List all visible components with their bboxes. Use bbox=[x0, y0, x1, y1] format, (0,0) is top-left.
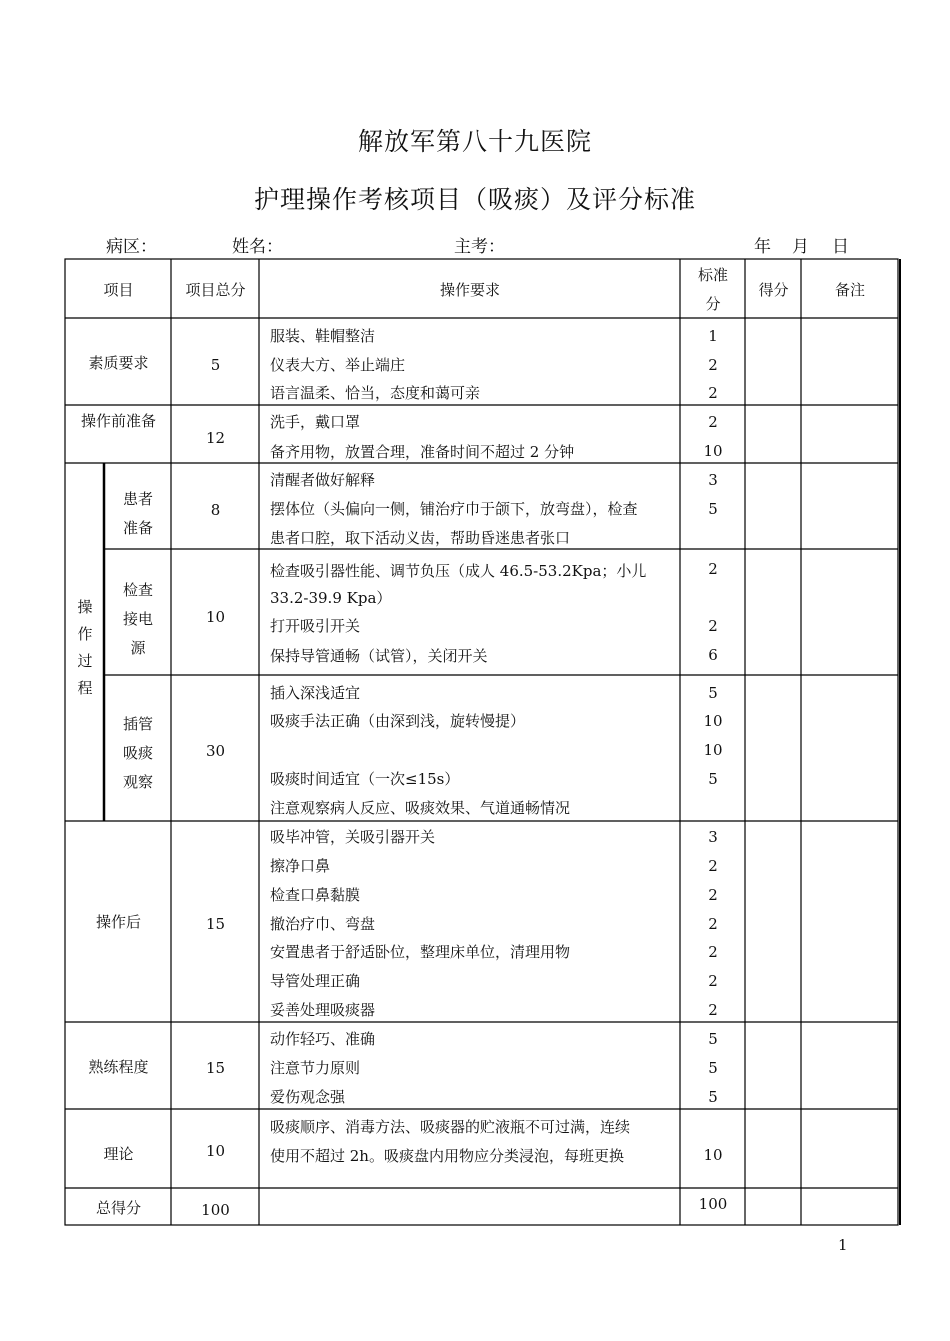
standard-score: 3 bbox=[708, 471, 718, 489]
day-label: 日 bbox=[832, 237, 849, 257]
standard-score: 5 bbox=[708, 500, 718, 518]
section-check-name: 检查 接电 源 bbox=[122, 581, 153, 657]
standard-score: 5 bbox=[708, 1059, 718, 1077]
col-header-standard-2: 分 bbox=[705, 295, 721, 313]
requirement-line: 摆体位（头偏向一侧，铺治疗巾于颌下，放弯盘），检查 bbox=[270, 500, 638, 518]
requirement-line: 洗手，戴口罩 bbox=[270, 413, 361, 431]
requirement-line: 插入深浅适宜 bbox=[270, 684, 361, 702]
requirement-line: 语言温柔、恰当，态度和蔼可亲 bbox=[270, 384, 481, 402]
section-insert-total: 30 bbox=[205, 742, 226, 760]
section-after-total: 15 bbox=[205, 915, 226, 933]
col-header-score: 得分 bbox=[758, 281, 789, 299]
requirement-line: 备齐用物，放置合理，准备时间不超过 2 分钟 bbox=[270, 443, 575, 461]
standard-score: 5 bbox=[708, 770, 718, 788]
requirement-line: 患者口腔，取下活动义齿，帮助昏迷患者张口 bbox=[270, 529, 571, 547]
page-number: 1 bbox=[838, 1236, 848, 1254]
standard-score: 2 bbox=[708, 972, 718, 990]
requirement-line: 妥善处理吸痰器 bbox=[270, 1001, 376, 1019]
document-subtitle: 护理操作考核项目（吸痰）及评分标准 bbox=[253, 185, 696, 214]
requirement-line: 清醒者做好解释 bbox=[270, 471, 376, 489]
requirement-line: 使用不超过 2h。吸痰盘内用物应分类浸泡，每班更换 bbox=[270, 1147, 624, 1165]
requirement-line: 导管处理正确 bbox=[270, 972, 361, 990]
standard-score: 2 bbox=[708, 413, 718, 431]
requirement-line: 撤治疗巾、弯盘 bbox=[270, 915, 376, 933]
section-theory-name: 理论 bbox=[103, 1145, 134, 1163]
section-prep-name: 操作前准备 bbox=[80, 412, 156, 430]
section-patient-name: 患者 准备 bbox=[122, 490, 153, 537]
requirement-line: 吸痰手法正确（由深到浅，旋转慢提） bbox=[270, 712, 526, 730]
ward-label: 病区： bbox=[106, 237, 157, 257]
standard-score: 2 bbox=[708, 915, 718, 933]
total-row-total: 100 bbox=[201, 1201, 230, 1219]
requirement-line: 注意节力原则 bbox=[270, 1059, 361, 1077]
requirement-line: 注意观察病人反应、吸痰效果、气道通畅情况 bbox=[270, 799, 571, 817]
requirement-line: 安置患者于舒适卧位，整理床单位，清理用物 bbox=[270, 943, 571, 961]
section-patient-total: 8 bbox=[210, 501, 221, 519]
standard-score: 6 bbox=[708, 646, 718, 664]
requirement-line: 擦净口鼻 bbox=[270, 857, 331, 875]
standard-score: 10 bbox=[703, 1146, 723, 1164]
section-after-name: 操作后 bbox=[95, 913, 141, 931]
examiner-label: 主考： bbox=[454, 237, 505, 257]
standard-score: 2 bbox=[708, 384, 718, 402]
standard-score: 2 bbox=[708, 560, 718, 578]
section-skill-name: 熟练程度 bbox=[88, 1058, 149, 1076]
standard-score: 3 bbox=[708, 828, 718, 846]
standard-score: 2 bbox=[708, 943, 718, 961]
section-quality-total: 5 bbox=[210, 356, 221, 374]
section-process-name: 操 作 过 程 bbox=[77, 598, 93, 697]
total-row-standard: 100 bbox=[698, 1195, 728, 1213]
standard-score: 1 bbox=[708, 327, 718, 345]
requirement-line: 保持导管通畅（试管），关闭开关 bbox=[270, 647, 488, 665]
requirement-line: 爱伤观念强 bbox=[270, 1088, 346, 1106]
requirement-line: 检查口鼻黏膜 bbox=[270, 886, 361, 904]
col-header-item: 项目 bbox=[103, 281, 134, 299]
requirement-line: 33.2-39.9 Kpa） bbox=[270, 589, 392, 607]
requirement-line: 服装、鞋帽整洁 bbox=[270, 327, 376, 345]
requirement-line: 动作轻巧、准确 bbox=[270, 1030, 376, 1048]
section-insert-name: 插管 吸痰 观察 bbox=[122, 715, 153, 791]
section-prep-total: 12 bbox=[205, 429, 226, 447]
standard-score: 10 bbox=[703, 741, 723, 759]
total-row-name: 总得分 bbox=[95, 1199, 141, 1217]
standard-score: 2 bbox=[708, 617, 718, 635]
requirement-line: 吸毕冲管，关吸引器开关 bbox=[270, 828, 436, 846]
section-skill-total: 15 bbox=[205, 1059, 226, 1077]
standard-score: 2 bbox=[708, 1001, 718, 1019]
col-header-requirement: 操作要求 bbox=[439, 281, 500, 299]
requirement-line: 仪表大方、举止端庄 bbox=[270, 356, 406, 374]
section-theory-total: 10 bbox=[205, 1142, 226, 1160]
requirement-line: 吸痰顺序、消毒方法、吸痰器的贮液瓶不可过满，连续 bbox=[270, 1118, 631, 1136]
requirement-line: 打开吸引开关 bbox=[270, 617, 361, 635]
month-label: 月 bbox=[792, 237, 809, 257]
standard-score: 10 bbox=[703, 712, 723, 730]
section-check-total: 10 bbox=[205, 608, 226, 626]
col-header-total: 项目总分 bbox=[185, 281, 246, 299]
standard-score: 2 bbox=[708, 886, 718, 904]
col-header-note: 备注 bbox=[834, 281, 865, 299]
document-title: 解放军第八十九医院 bbox=[357, 127, 592, 156]
standard-score: 2 bbox=[708, 857, 718, 875]
standard-score: 5 bbox=[708, 1088, 718, 1106]
standard-score: 10 bbox=[703, 442, 723, 460]
section-quality-name: 素质要求 bbox=[88, 354, 149, 372]
requirement-line: 吸痰时间适宜（一次≤15s） bbox=[270, 770, 460, 788]
name-label: 姓名： bbox=[232, 237, 283, 257]
standard-score: 5 bbox=[708, 684, 718, 702]
year-label: 年 bbox=[754, 237, 771, 257]
requirement-line: 检查吸引器性能、调节负压（成人 46.5-53.2Kpa；小儿 bbox=[270, 562, 647, 580]
standard-score: 2 bbox=[708, 356, 718, 374]
standard-score: 5 bbox=[708, 1030, 718, 1048]
col-header-standard-1: 标准 bbox=[697, 266, 728, 284]
